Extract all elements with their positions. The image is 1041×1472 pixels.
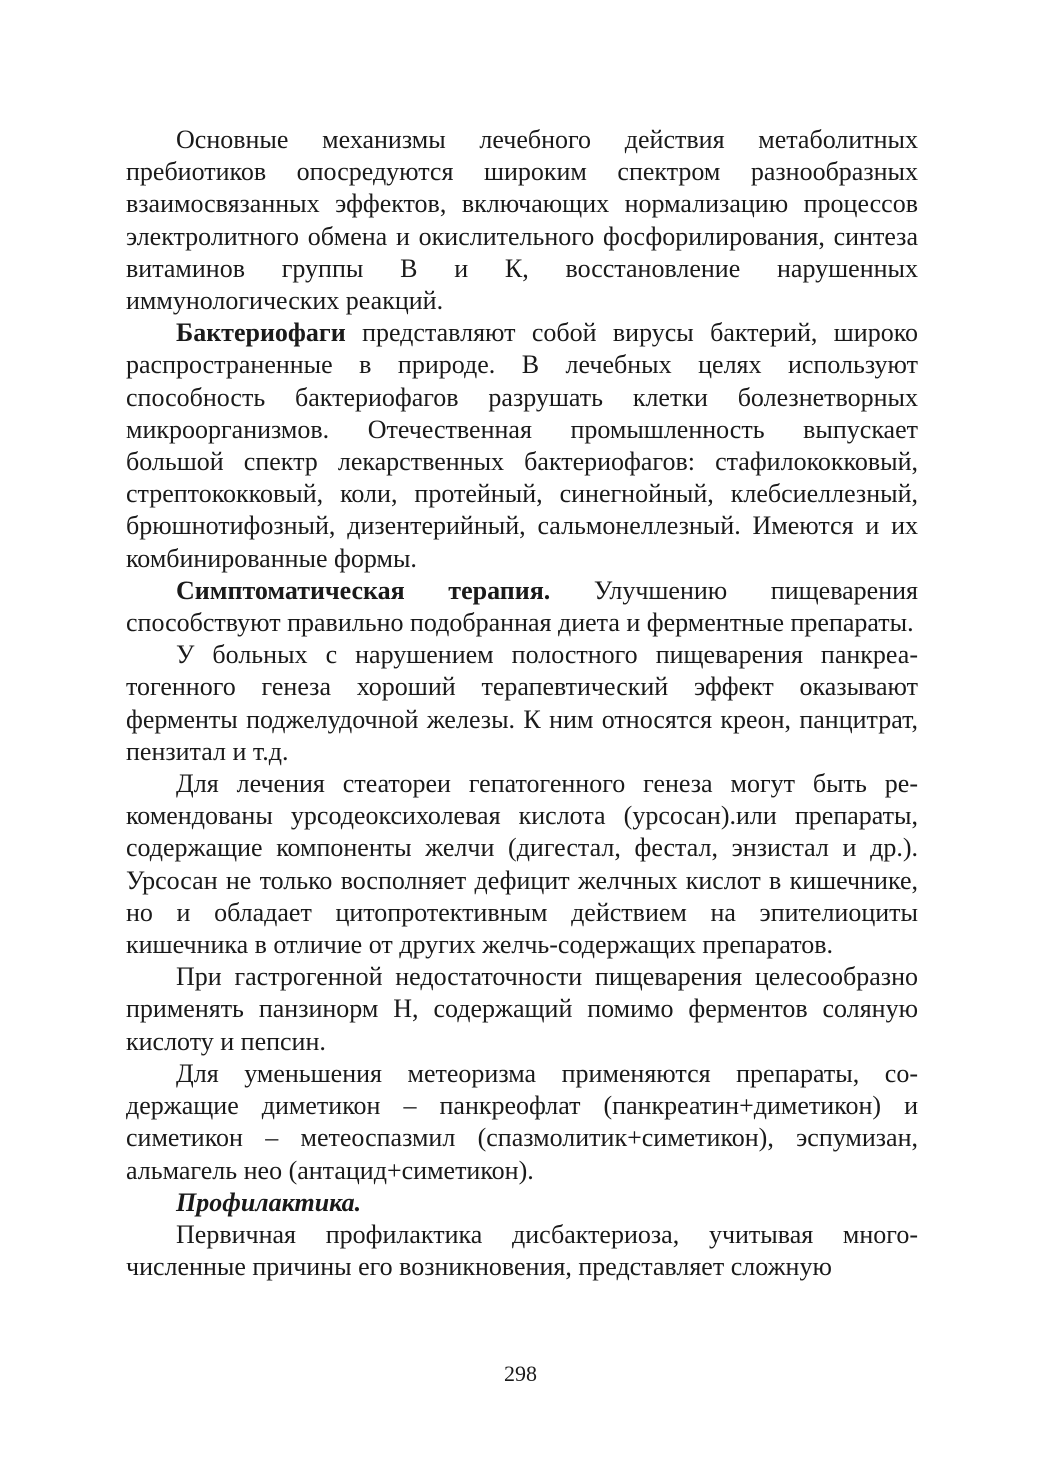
paragraph-mechanisms: Основные механизмы лечебного действия метаболитных пребиотиков опосредуются широким спектром разнообразных взаимосвязанных эффектов, включающих нормализацию процессов электролитного обмена и окислительного фосфорилирования, синтеза витаминов группы В и К, восстановление нарушенных иммунологических реакций. bbox=[126, 125, 918, 316]
term-symptomatic-therapy: Симптоматическая терапия. bbox=[176, 575, 551, 605]
paragraph-gastrogenic: При гастрогенной недостаточности пищеварения целесообразно применять панзинорм Н, содержащий помимо ферментов соляную кислоту и пепсин. bbox=[126, 962, 918, 1056]
paragraph-pancreatogenic: У больных с нарушением полостного пищеварения панкреатогенного генеза хороший терапевтический эффект оказывают ферменты поджелудочной железы. К ним относятся креон, панцитрат, пензитал и т.д. bbox=[126, 640, 918, 766]
page-body bbox=[126, 124, 918, 1283]
paragraph-symptomatic-therapy bbox=[126, 575, 918, 639]
page-number: 298 bbox=[504, 1361, 537, 1386]
section-heading-prophylaxis: Профилактика. bbox=[176, 1187, 362, 1217]
paragraph-meteorism: Для уменьшения метеоризма применяются препараты, содержащие диметикон – панкреофлат (панкреатин+диметикон) и симетикон – метеоспазмил (спазмолитик+симетикон), эспумизан, альмагель нео (антацид+симетикон). bbox=[126, 1058, 918, 1185]
paragraph-bacteriophages-text: представляют собой вирусы бактерий, широко распространенные в природе. В лечебных целях используют способность бактериофагов разрушать клетки болезнетворных микроорганизмов. Отечественная промышленность выпускает большой спектр лекарственных бактериофагов: стафилококковый, стрептококковый, коли, протейный, синегнойный, клебсиеллезный, брюшнотифозный, дизентерийный, сальмонеллезный. Имеются и их комбинированные формы. bbox=[126, 318, 918, 573]
paragraph-primary-prophylaxis: Первичная профилактика дисбактериоза, учитывая многочисленные причины его возникновения, представляет сложную bbox=[126, 1219, 918, 1282]
paragraph-steatorrhea: Для лечения стеатореи гепатогенного генеза могут быть рекомендованы урсодеоксихолевая кислота (урсосан).или препараты, содержащие компоненты желчи (дигестал, фестал, энзистал и др.). Урсосан не только восполняет дефицит желчных кислот в кишечнике, но и обладает цитопротективным действием на эпителиоциты кишечника в отличие от других желчь-содержащих препаратов. bbox=[126, 769, 918, 960]
paragraph-symptomatic-therapy-text: Улучшению пищеварения способствуют правильно подобранная диета и ферментные препараты. bbox=[126, 575, 918, 638]
paragraph-bacteriophages bbox=[126, 317, 918, 575]
term-bacteriophages: Бактериофаги bbox=[176, 318, 346, 348]
